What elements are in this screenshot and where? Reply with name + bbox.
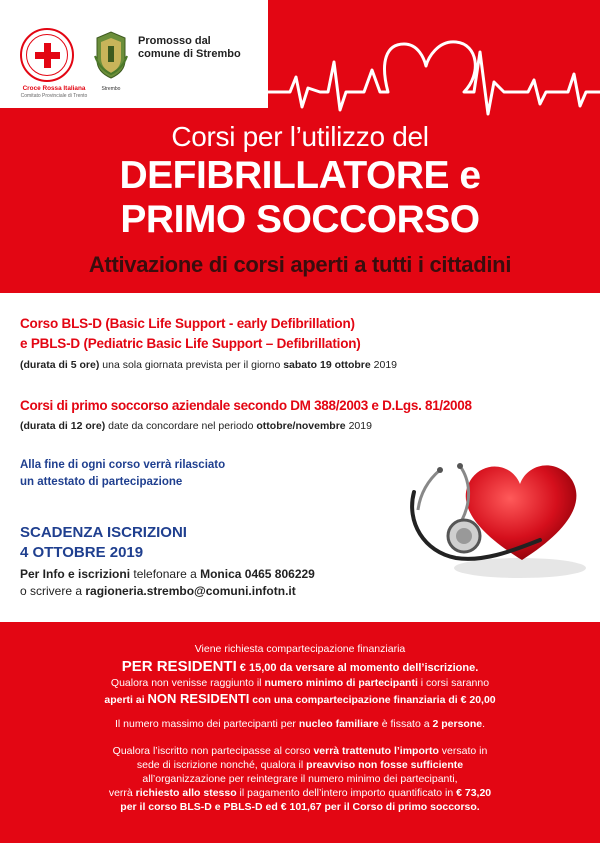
header-banner	[0, 0, 600, 293]
course-2-title: Corsi di primo soccorso aziendale secondo DM 388/2003 e D.Lgs. 81/2008	[20, 398, 472, 413]
course-1-date: sabato 19 ottobre	[283, 359, 371, 371]
fees-l6-a: Qualora l’iscritto non partecipasse al corso	[112, 745, 314, 757]
fees-l3-a: Qualora non venisse raggiunto il	[110, 677, 265, 689]
contact-email-line	[20, 584, 296, 598]
fees-l9-c: il pagamento dell’intero importo quantificato in	[236, 787, 457, 799]
cri-subtitle: Comitato Provinciale di Trento	[20, 93, 88, 99]
fees-l4-c: con una compartecipazione finanziaria di € 20,00	[249, 694, 496, 706]
course-1-text: una sola giornata prevista per il giorno	[99, 359, 284, 371]
red-cross-icon-bar	[35, 52, 60, 59]
fees-line-5	[0, 718, 600, 730]
fees-l9-b: richiesto allo stesso	[135, 787, 237, 799]
course-1-year: 2019	[370, 359, 398, 371]
heart-stethoscope-icon	[400, 440, 596, 590]
course-2-duration: (durata di 12 ore)	[20, 420, 106, 432]
fees-line-10: per il corso BLS-D e PBLS-D ed € 101,67 per il Corso di primo soccorso.	[120, 801, 480, 813]
promo-line-2: comune di Strembo	[138, 48, 241, 60]
course-1-title-1: Corso BLS-D (Basic Life Support - early Defibrillation)	[20, 316, 355, 331]
fees-l5-d: 2 persone	[432, 718, 483, 730]
course-2-year: 2019	[345, 420, 372, 432]
fees-l3-b: numero minimo di partecipanti	[264, 677, 418, 689]
fees-line-2	[0, 658, 600, 675]
fees-l6-b: verrà trattenuto l’importo	[313, 745, 439, 757]
fees-l5-c: è fissato a	[378, 718, 433, 730]
fees-l5-b: nucleo familiare	[298, 718, 379, 730]
course-2-period: ottobre/novembre	[256, 420, 346, 432]
fees-residents: PER RESIDENTI	[121, 658, 237, 675]
title-line-2: DEFIBRILLATORE e	[119, 154, 481, 197]
fees-line-6	[0, 745, 600, 757]
strembo-name: Strembo	[101, 86, 121, 92]
deadline-date: 4 OTTOBRE 2019	[20, 544, 144, 561]
fees-line-7	[0, 759, 600, 771]
fees-l5-a: Il numero massimo dei partecipanti per	[114, 718, 299, 730]
cri-name: Croce Rossa Italiana	[22, 85, 86, 92]
fees-line-1: Viene richiesta compartecipazione finanziaria	[194, 643, 406, 655]
fees-l9-d: € 73,20	[456, 787, 492, 799]
attestato-line-1: Alla fine di ogni corso verrà rilasciato	[20, 459, 226, 471]
title-line-1: Corsi per l’utilizzo del	[171, 121, 429, 152]
course-2-text: date da concordare nel periodo	[105, 420, 257, 432]
contact-intro: Per Info e iscrizioni	[20, 567, 134, 581]
red-cross-logo	[20, 28, 74, 82]
fees-line-3	[0, 677, 600, 689]
course-1-details	[20, 359, 397, 371]
fees-l3-c: i corsi saranno	[417, 677, 490, 689]
promoted-by	[138, 35, 241, 61]
fees-line-9	[0, 787, 600, 799]
fees-l4-a: aperti ai	[104, 694, 148, 706]
contact-call: telefonare a	[133, 567, 201, 581]
fees-l6-c: versato in	[438, 745, 488, 757]
deadline-title: SCADENZA ISCRIZIONI	[20, 524, 187, 541]
course-1-duration: (durata di 5 ore)	[20, 359, 100, 371]
subtitle: Attivazione di corsi aperti a tutti i cittadini	[88, 252, 512, 277]
contact-email-link[interactable]: ragioneria.strembo@comuni.infotn.it	[85, 584, 296, 598]
title-line-3: PRIMO SOCCORSO	[120, 198, 480, 241]
fees-section	[0, 622, 600, 843]
contact-phone-line	[20, 567, 315, 581]
heartbeat-line-icon	[268, 22, 600, 122]
course-1-title-2: e PBLS-D (Pediatric Basic Life Support – Defibrillation)	[20, 336, 361, 351]
fees-residents-amount: € 15,00 da versare al momento dell’iscrizione.	[236, 662, 479, 674]
fees-line-8: all’organizzazione per reintegrare il numero minimo dei partecipanti,	[142, 773, 458, 785]
fees-l7-b: preavviso non fosse sufficiente	[306, 759, 464, 771]
attestato-line-2: un attestato di partecipazione	[20, 476, 183, 488]
fees-l5-e: .	[482, 718, 486, 730]
contact-write: o scrivere a	[20, 584, 86, 598]
course-2-details	[20, 420, 372, 432]
fees-non-residents: NON RESIDENTI	[147, 691, 250, 706]
contact-phone[interactable]: Monica 0465 806229	[200, 567, 315, 581]
strembo-coat-of-arms-icon	[91, 28, 131, 84]
fees-line-4	[0, 691, 600, 706]
fees-l7-a: sede di iscrizione nonché, qualora il	[136, 759, 307, 771]
fees-l9-a: verrà	[108, 787, 136, 799]
promo-line-1: Promosso dal	[138, 35, 211, 47]
